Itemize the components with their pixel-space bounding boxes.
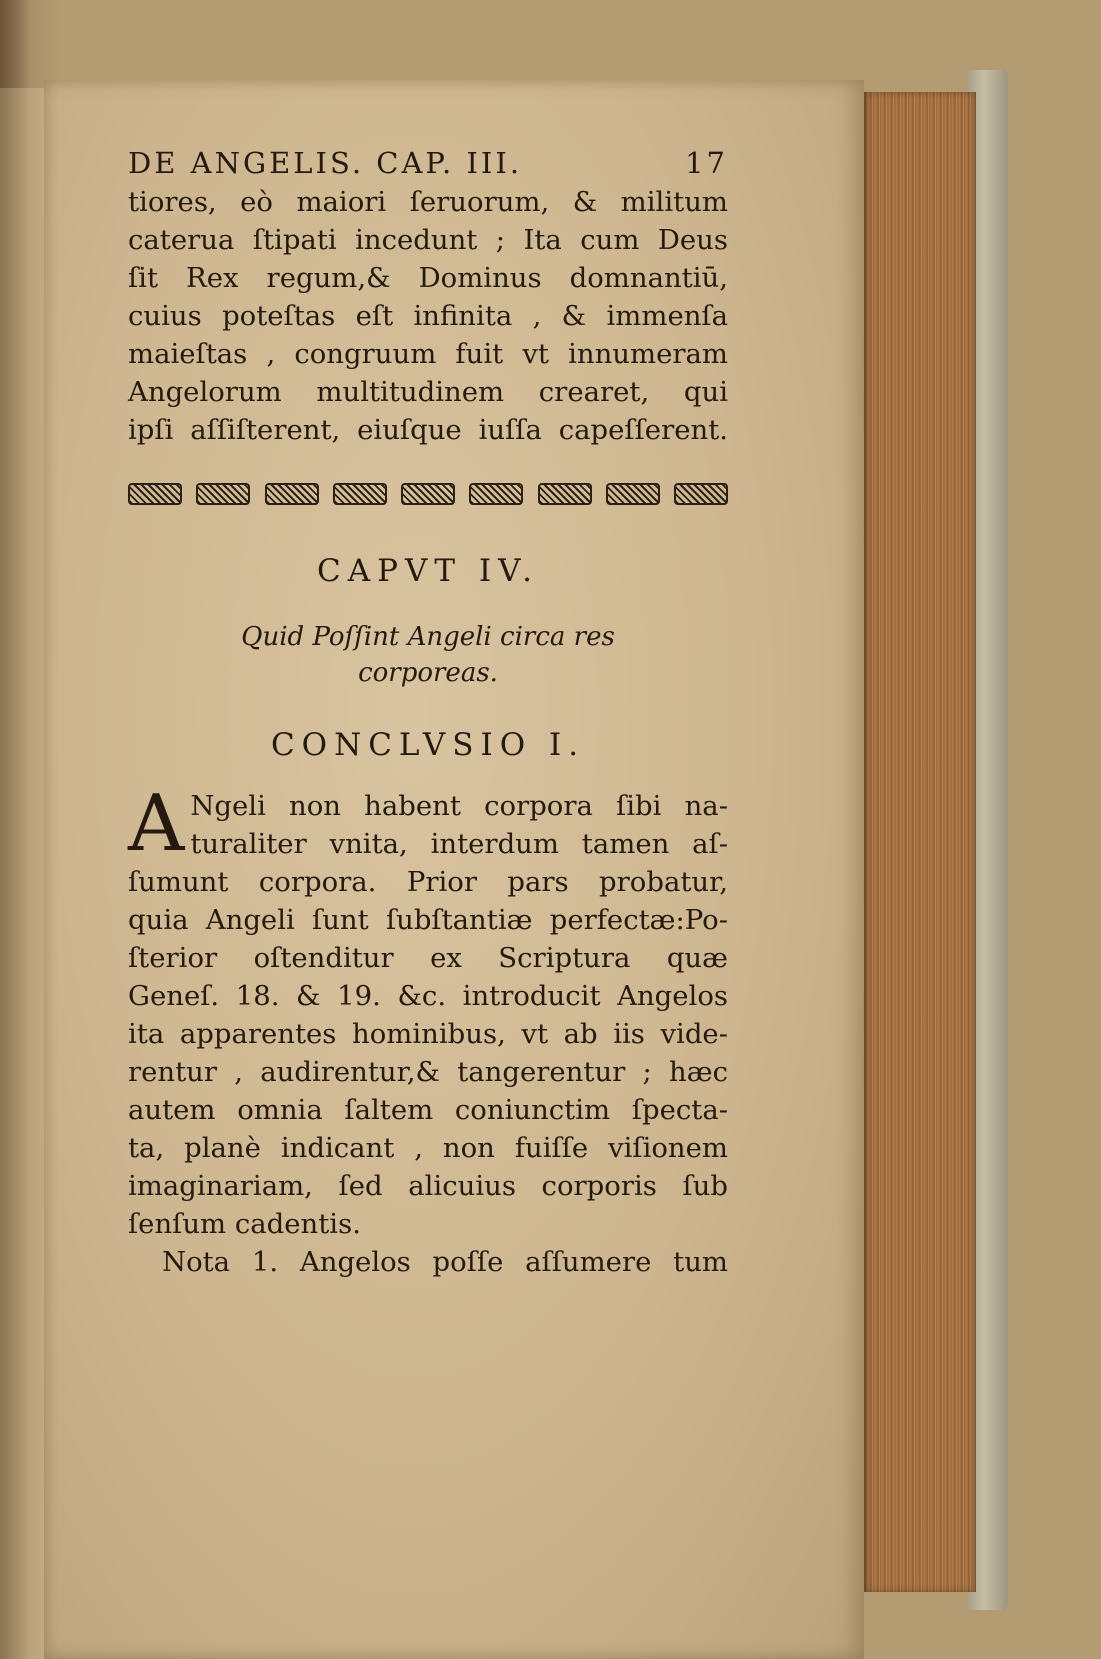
running-head-title: DE ANGELIS. CAP. III. — [128, 146, 523, 180]
ornament-icon — [469, 483, 523, 505]
text-line: ſterior oſtenditur ex Scriptura quæ — [128, 942, 728, 974]
text-line: tiores, eò maiori ſeruorum, & militum — [128, 186, 728, 218]
text-line: Geneſ. 18. & 19. &c. introducit Angelos — [128, 980, 728, 1012]
text-line: imaginariam, ſed alicuius corporis ſub — [128, 1170, 728, 1202]
text-line: rentur , audirentur,& tangerentur ; hæc — [128, 1056, 728, 1088]
page-number: 17 — [685, 146, 728, 180]
text-line: Nota 1. Angelos poſſe aſſumere tum — [162, 1246, 728, 1278]
text-line: ta, planè indicant , non fuiſſe viſionem — [128, 1132, 728, 1164]
text-line: quia Angeli ſunt ſubſtantiæ perfectæ:Po- — [128, 904, 728, 936]
intro-paragraph — [128, 183, 728, 449]
page-block-edges — [864, 92, 976, 1592]
text-line: cuius poteſtas eſt infinita , & immenſa — [128, 300, 728, 332]
text-line: turaliter vnita, interdum tamen aſ- — [190, 828, 728, 860]
text-line: autem omnia ſaltem coniunctim ſpecta- — [128, 1094, 728, 1126]
text-line: ita apparentes hominibus, vt ab iis vide- — [128, 1018, 728, 1050]
text-line: maieſtas , congruum fuit vt innumeram — [128, 338, 728, 370]
conclusion-paragraph — [128, 779, 728, 1281]
text-line: Angelorum multitudinem crearet, qui — [128, 376, 728, 408]
decorative-ornament-band — [128, 479, 728, 509]
chapter-heading: CAPVT IV. — [317, 553, 539, 589]
ornament-icon — [333, 483, 387, 505]
chapter-subtitle — [128, 619, 728, 691]
ornament-icon — [128, 483, 182, 505]
previous-page-edge — [0, 88, 49, 1659]
text-line: Ngeli non habent corpora ſibi na- — [190, 790, 728, 822]
ornament-icon — [196, 483, 250, 505]
ornament-icon — [606, 483, 660, 505]
text-line: ipſi aſſiſterent, eiuſque iuſſa capeſſerent. — [128, 414, 728, 446]
text-line: ſenſum cadentis. — [128, 1208, 361, 1240]
subtitle-line: Quid Poſſint Angeli circa res — [241, 622, 615, 652]
text-line: ſit Rex regum,& Dominus domnantiū, — [128, 262, 728, 294]
text-line: ſumunt corpora. Prior pars probatur, — [128, 866, 728, 898]
ornament-icon — [265, 483, 319, 505]
ornament-icon — [538, 483, 592, 505]
text-line: caterua ſtipati incedunt ; Ita cum Deus — [128, 224, 728, 256]
conclusion-heading: CONCLVSIO I. — [270, 727, 586, 763]
page-text — [128, 145, 728, 1281]
drop-cap: A — [128, 779, 185, 869]
subtitle-line: corporeas. — [358, 658, 498, 688]
ornament-icon — [401, 483, 455, 505]
ornament-icon — [674, 483, 728, 505]
running-head — [128, 145, 728, 181]
